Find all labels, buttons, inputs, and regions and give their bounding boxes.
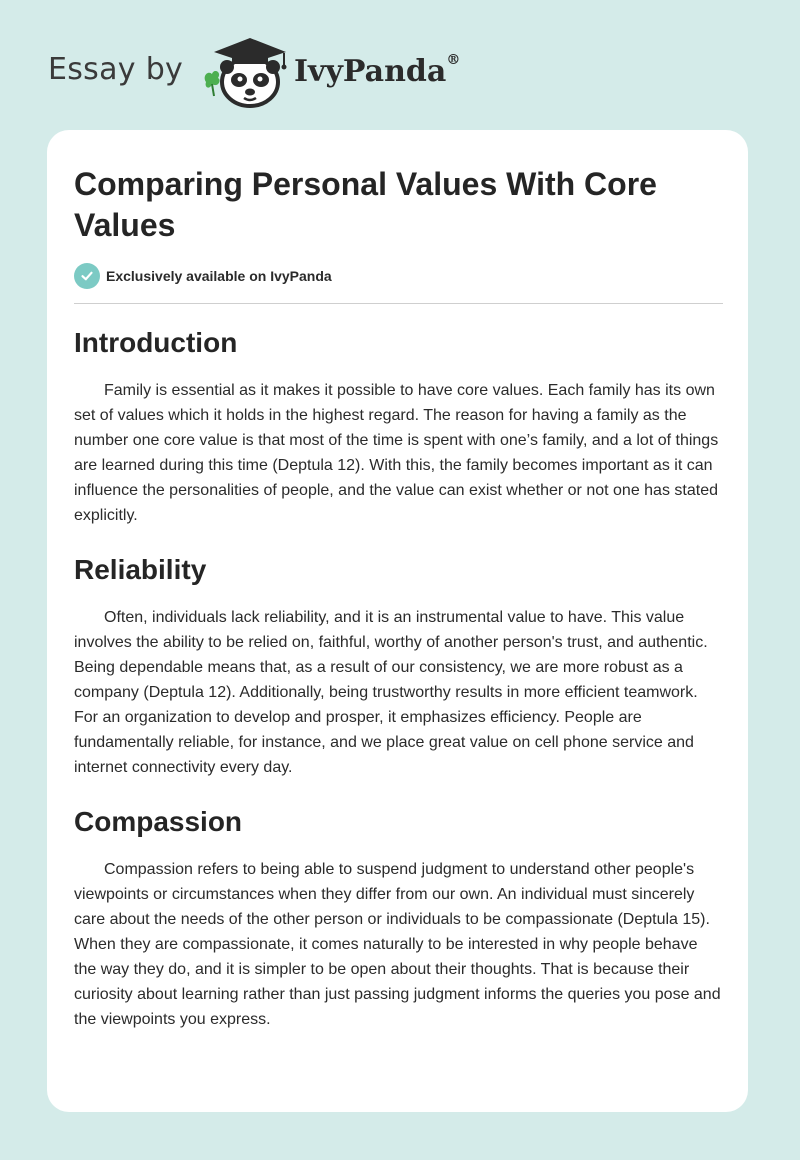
registered-mark: ® [446, 52, 461, 68]
section-reliability [74, 554, 724, 780]
section-compassion [74, 806, 724, 1032]
essay-by-label: Essay by [48, 52, 184, 87]
section-paragraph: Compassion refers to being able to suspend judgment to understand other people's viewpoints or circumstances when they differ from our own. An individual must sincerely care about the needs of the other person or individuals to be compassionate (Deptula 15). When they are compassionate, it comes naturally to be interested in why people behave the way they do, and it is simpler to be open about their thoughts. That is because their curiosity about learning rather than just passing judgment informs the queries you pose and the viewpoints you express. [74, 861, 721, 1028]
section-paragraph: Family is essential as it makes it possible to have core values. Each family has its own set of values which it holds in the highest regard. The reason for having a family as the number one core value is that most of the time is spent with one’s family, and a lot of things are learned during this time (Deptula 12). With this, the family becomes important as it can influence the personalities of people, and the value can exist whether or not one has stated explicitly. [74, 382, 719, 524]
section-introduction [74, 327, 724, 528]
section-heading: Compassion [74, 806, 243, 837]
site-header [0, 0, 800, 120]
divider [74, 303, 723, 304]
check-circle-icon [74, 263, 100, 289]
page-title: Comparing Personal Values With Core Values [74, 166, 657, 243]
section-paragraph: Often, individuals lack reliability, and it is an instrumental value to have. This value involves the ability to be relied on, faithful, worthy of another person's trust, and authentic. Being dependable means that, as a result of our consistency, we are more robust as a company (Deptula 12). Additionally, being trustworthy results in more efficient teamwork. For an organization to develop and prosper, it emphasizes efficiency. People are fundamentally reliable, for instance, and we place great value on cell phone service and internet connectivity every day. [74, 609, 708, 776]
exclusive-badge-text: Exclusively available on IvyPanda [106, 268, 332, 284]
section-heading: Introduction [74, 327, 238, 358]
section-heading: Reliability [74, 554, 207, 585]
essay-card [47, 130, 748, 1112]
brand-name[interactable]: IvyPanda® [294, 52, 461, 89]
panda-graduation-cap-icon[interactable] [200, 34, 292, 110]
exclusive-badge [74, 263, 332, 289]
